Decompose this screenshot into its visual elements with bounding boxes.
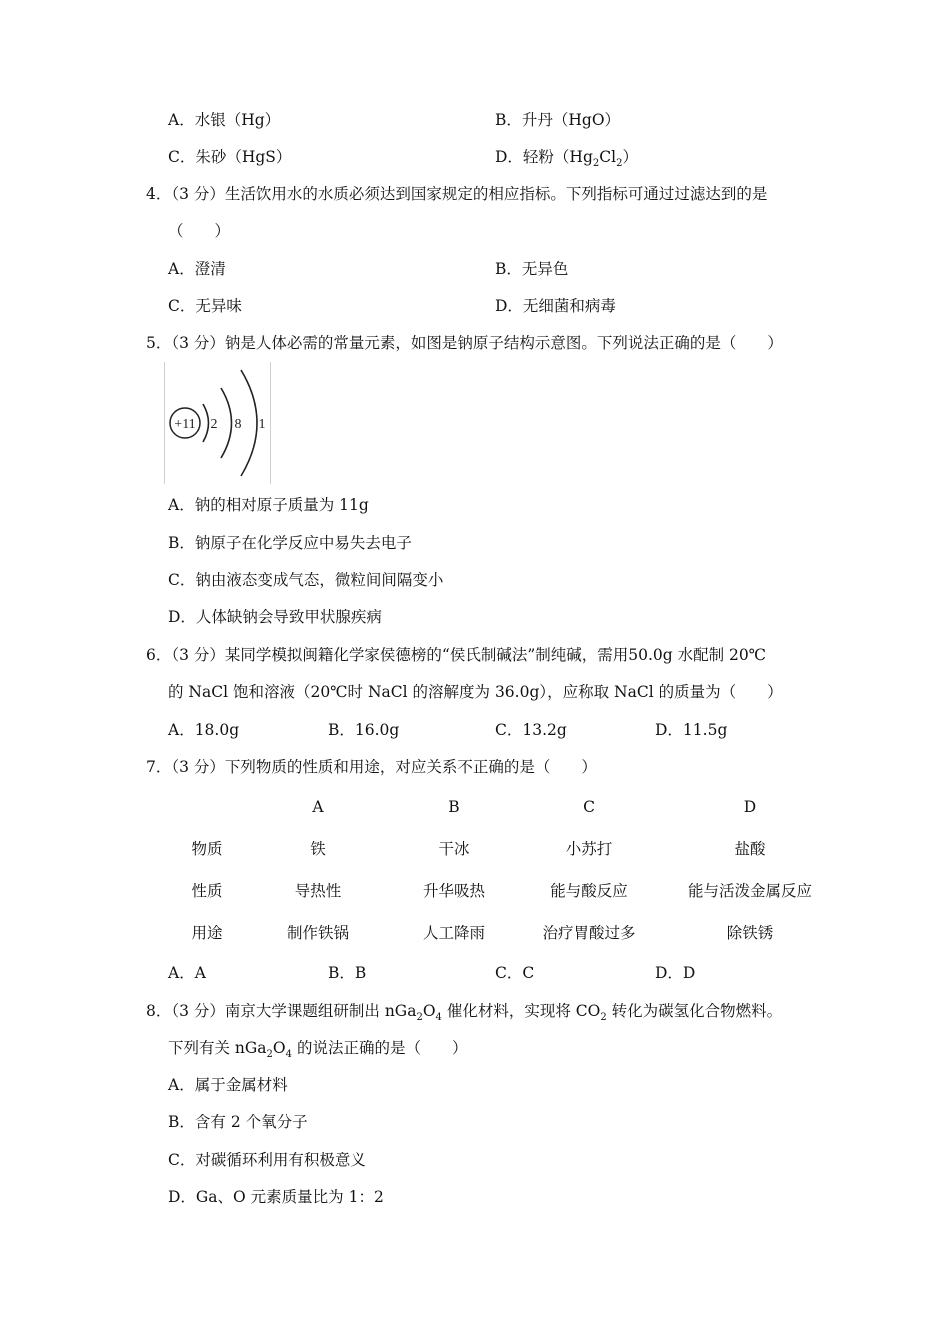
nucleus-charge: +11 [174,417,196,432]
q5-option-c: C．钠由液态变成气态，微粒间间隔变小 [168,571,444,589]
table-header-d: D [743,798,757,816]
table-cell: 治疗胃酸过多 [542,924,636,942]
q7-stem: 7．（3 分）下列物质的性质和用途，对应关系不正确的是（ ） [146,758,597,776]
q4-option-c: C．无异味 [168,297,242,315]
q8-option-b: B．含有 2 个氧分子 [168,1113,308,1131]
shell-electrons-3: 1 [258,417,266,432]
shell-arc-1 [203,404,209,442]
q5-stem: 5．（3 分）钠是人体必需的常量元素，如图是钠原子结构示意图。下列说法正确的是（ ） [146,334,783,352]
shell-arc-2 [221,388,232,458]
table-row-label: 物质 [191,840,223,858]
q3-option-c: C．朱砂（HgS） [168,148,292,166]
table-cell: 人工降雨 [422,924,485,942]
table-row-label: 性质 [191,882,223,900]
table-cell: 升华吸热 [422,882,485,900]
q6-stem-continued: 的 NaCl 饱和溶液（20℃时 NaCl 的溶解度为 36.0g），应称取 NaCl 的质量为（ ） [168,683,783,701]
table-cell: 能与活泼金属反应 [687,882,812,900]
table-header-c: C [583,798,595,816]
table-cell: 制作铁锅 [286,924,349,942]
q7-option-d: D．D [655,964,696,982]
q5-option-d: D．人体缺钠会导致甲状腺疾病 [168,608,382,626]
q5-option-b: B．钠原子在化学反应中易失去电子 [168,534,412,552]
table-cell: 小苏打 [565,840,613,858]
q6-stem: 6．（3 分）某同学模拟闽籍化学家侯德榜的“侯氏制碱法”制纯碱，需用50.0g 水配制 20℃ [146,646,767,664]
table-cell: 导热性 [294,882,342,900]
q8-stem: 8．（3 分）南京大学课题组研制出 $nGa_2O_4$ 催化材料，实现将 $CO_2$ 转化为碳氢化合物燃料。 [146,1002,783,1023]
table-cell: 盐酸 [734,840,766,858]
q4-option-d: D．无细菌和病毒 [495,297,616,315]
table-cell: 除铁锈 [726,924,774,942]
q6-option-c: C．13.2g [495,721,567,739]
table-cell: 能与酸反应 [550,882,628,900]
q7-option-b: B．B [328,964,367,982]
q8-stem-continued: 下列有关 $nGa_2O_4$ 的说法正确的是（ ） [168,1039,468,1060]
q6-option-b: B．16.0g [328,721,400,739]
table-cell: 干冰 [438,840,470,858]
shell-electrons-1: 2 [210,417,218,432]
shell-electrons-2: 8 [234,417,242,432]
q6-option-a: A．18.0g [168,721,240,739]
q7-option-c: C．C [495,964,535,982]
atom-diagram-svg [165,362,270,484]
shell-arc-3 [241,370,257,476]
q4-option-a: A．澄清 [168,260,226,278]
q3-option-b: B．升丹（HgO） [495,111,621,129]
q5-option-a: A．钠的相对原子质量为 11g [168,496,369,514]
q4-answer-paren: （ ） [168,222,231,240]
table-header-a: A [312,798,324,816]
q3-option-d: D．轻粉$(Hg_2Cl_2)$ [495,148,638,169]
sodium-atom-structure-diagram [164,362,271,484]
q8-option-c: C．对碳循环利用有积极意义 [168,1151,366,1169]
q6-option-d: D．11.5g [655,721,728,739]
q3-option-a: A．水银（Hg） [168,111,281,129]
table-cell: 铁 [310,840,326,858]
q7-option-a: A．A [168,964,206,982]
table-row-label: 用途 [191,924,223,942]
q8-option-a: A．属于金属材料 [168,1076,288,1094]
q4-stem: 4．（3 分）生活饮用水的水质必须达到国家规定的相应指标。下列指标可通过过滤达到的是 [146,185,768,203]
q8-option-d: D．Ga、O 元素质量比为 1：2 [168,1188,384,1206]
table-header-b: B [448,798,460,816]
q4-option-b: B．无异色 [495,260,569,278]
